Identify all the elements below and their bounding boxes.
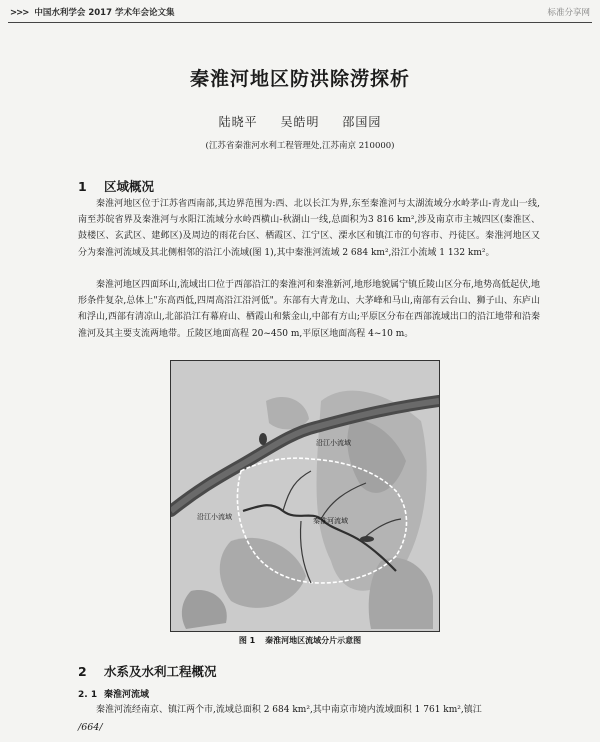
paragraph-terrain: 秦淮河地区四面环山,流域出口位于西部沿江的秦淮河和秦淮新河,地形地貌属宁镇丘陵山区分布,地势高低起伏,地形条件复杂,总体上"东高西低,四周高沿江沿河低"。东部有大青龙山、大茅峰和马山,南部有云台山、狮子山、东庐山和浮山,西部有清凉山,北部沿江有幕府山、栖霞山和紫金山,中部有方山;平原区分布在西部流域出口的沿江地带和沿秦淮河及其主要支流两地带。丘陵区地面高程 20~450 m,平原区地面高程 4~10 m。 bbox=[78, 280, 540, 339]
section-heading-1 bbox=[78, 177, 154, 195]
author-name: 邵国园 bbox=[342, 115, 382, 129]
figure-caption-text: 秦淮河地区流域分片示意图 bbox=[265, 636, 362, 645]
map-label-west: 沿江小流域 bbox=[197, 513, 232, 521]
figure-label: 图 1 bbox=[238, 636, 256, 645]
watershed-map bbox=[171, 361, 439, 631]
watershed-map-figure bbox=[170, 360, 440, 632]
author-name: 吴皓明 bbox=[280, 115, 320, 129]
journal-name: 中国水利学会 2017 学术年会论文集 bbox=[34, 8, 175, 18]
subsection-number: 2. 1 bbox=[78, 690, 98, 700]
section-heading-2 bbox=[78, 662, 217, 680]
header-divider bbox=[8, 22, 592, 23]
section-title: 区域概况 bbox=[104, 179, 155, 194]
section-number: 1 bbox=[78, 179, 87, 194]
section-number: 2 bbox=[78, 664, 87, 679]
map-label-north: 沿江小流域 bbox=[316, 439, 351, 447]
figure-caption bbox=[0, 635, 600, 646]
author-list bbox=[0, 113, 600, 130]
paper-title: 秦淮河地区防洪除涝探析 bbox=[189, 68, 410, 90]
subsection-heading-2-1 bbox=[78, 687, 149, 700]
page-number: /664/ bbox=[78, 722, 103, 733]
affiliation: (江苏省秦淮河水利工程管理处,江苏南京 210000) bbox=[205, 141, 395, 151]
header-arrows: >>> bbox=[10, 8, 29, 18]
paragraph-region-overview: 秦淮河地区位于江苏省西南部,其边界范围为:西、北以长江为界,东至秦淮河与太湖流域分水岭茅山-青龙山一线,南至苏皖省界及秦淮河与水阳江流域分水岭西横山-秋湖山一线,总面积为3 816 km²,涉及南京市主城四区(秦淮区、鼓楼区、玄武区、建邺区)及周边的雨花台区、栖霞区、江宁区、溧水区和镇江市的句容市、丹徒区。秦淮河地区又分为秦淮河流域及其北侧相邻的沿江小流域(图 1),其中秦淮河流域 2 684 km²,沿江小流域 1 132 km²。 bbox=[78, 199, 540, 258]
reservoir bbox=[360, 536, 374, 542]
lake bbox=[259, 433, 267, 445]
section-title: 水系及水利工程概况 bbox=[104, 664, 217, 679]
corner-watermark: 标准分享网 bbox=[547, 8, 590, 18]
paragraph-qinhuai-basin: 秦淮河流经南京、镇江两个市,流域总面积 2 684 km²,其中南京市境内流域面积 1 761 km²,镇江 bbox=[96, 705, 482, 715]
author-name: 陆晓平 bbox=[218, 115, 258, 129]
subsection-title: 秦淮河流域 bbox=[104, 690, 150, 700]
running-header bbox=[10, 5, 590, 21]
map-label-center: 秦淮河流域 bbox=[313, 517, 348, 525]
